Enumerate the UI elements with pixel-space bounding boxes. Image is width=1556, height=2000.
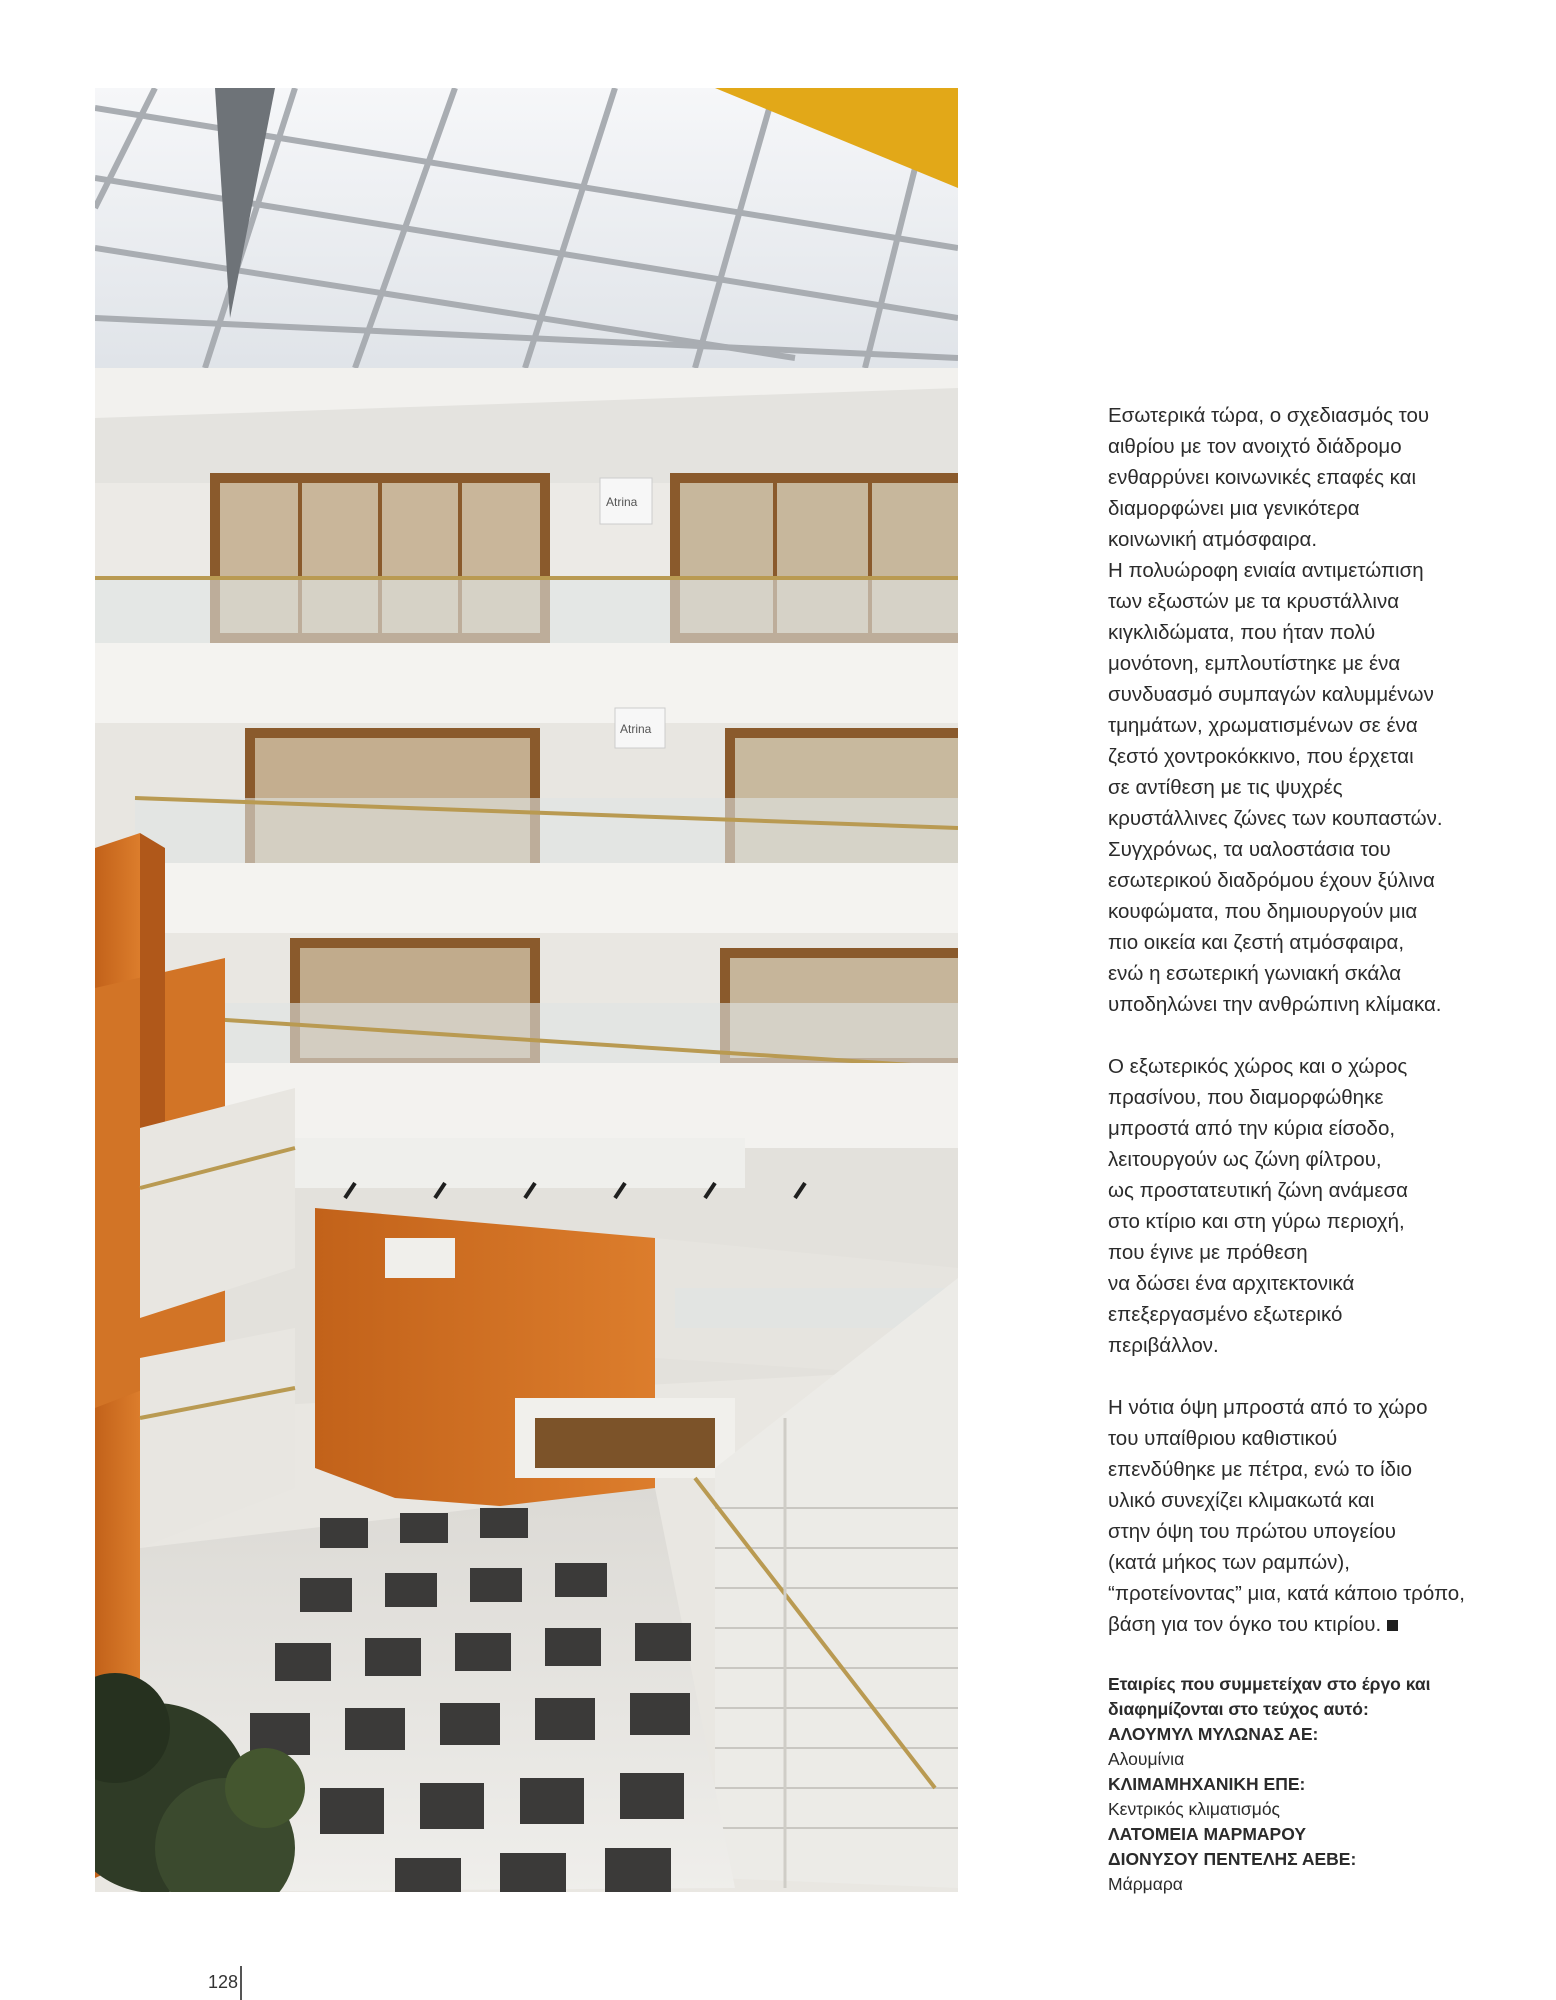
credit-service: Μάρμαρα [1108,1874,1183,1894]
end-mark-icon [1387,1620,1398,1631]
article-paragraph: Ο εξωτερικός χώρος και ο χώρος πρασίνου, που διαμορφώθηκε μπροστά από την κύρια είσοδο, λειτουργούν ως ζώνη φίλτρου, ως προστατευτική ζώνη ανάμεσα στο κτίριο και στη γύρω περιοχή, που έγινε με πρόθεση να δώσει ένα αρχιτεκτονικά επεξεργασμένο εξωτερικό περιβάλλον. [1108,1055,1408,1357]
credit-service: Αλουμίνια [1108,1749,1185,1769]
glass-balustrade [95,578,958,643]
article-body [1108,400,1528,1671]
credit-company: ΛΑΤΟΜΕΙΑ ΜΑΡΜΑΡΟΥ ΔΙΟΝΥΣΟΥ ΠΕΝΤΕΛΗΣ ΑΕΒΕ: [1108,1824,1357,1869]
article-paragraph-text: Η νότια όψη μπροστά από το χώρο του υπαίθριου καθιστικού επενδύθηκε με πέτρα, ενώ το ίδιο υλικό συνεχίζει κλιμακωτά και στην όψη του πρώτου υπογείου (κατά μήκος των ραμπών), “προτείνοντας” μια, κατά κάποιο τρόπο, βάση για τον όγκο του κτιρίου. [1108,1396,1465,1636]
sign-text: Atrina [606,495,638,509]
credit-company: ΚΛΙΜΑΜΗΧΑΝΙΚΗ ΕΠΕ: [1108,1774,1306,1794]
article-paragraph [1108,1392,1528,1640]
article-paragraph: Εσωτερικά τώρα, ο σχεδιασμός του αιθρίου με τον ανοιχτό διάδρομο ενθαρρύνει κοινωνικές επαφές και διαμορφώνει μια γενικότερα κοινωνική ατμόσφαιρα. Η πολυώροφη ενιαία αντιμετώπιση των εξωστών με τα κρυστάλλινα κιγκλιδώματα, που ήταν πολύ μονότονη, εμπλουτίστηκε με ένα συνδυασμό συμπαγών καλυμμένων τμημάτων, χρωματισμένων σε ένα ζεστό χοντροκόκκινο, που έρχεται σε αντίθεση με τις ψυχρές κρυστάλλινες ζώνες των κουπαστών. Συγχρόνως, τα υαλοστάσια του εσωτερικού διαδρόμου έχουν ξύλινα κουφώματα, που δημιουργούν μια πιο οικεία και ζεστή ατμόσφαιρα, ενώ η εσωτερική γωνιακή σκάλα υποδηλώνει την ανθρώπινη κλίμακα. [1108,404,1443,1016]
page-rule [240,1966,242,2000]
page-number: 128 [208,1972,239,1992]
credits-heading: Εταιρίες που συμμετείχαν στο έργο και διαφημίζονται στο τεύχος αυτό: [1108,1674,1431,1719]
atrium-photo [95,88,958,1892]
credit-company: ΑΛΟΥΜΥΛ ΜΥΛΩΝΑΣ ΑΕ: [1108,1724,1319,1744]
credits-box [1108,1672,1528,1897]
credit-service: Κεντρικός κλιματισμός [1108,1799,1280,1819]
sign-text-2: Atrina [620,722,652,736]
